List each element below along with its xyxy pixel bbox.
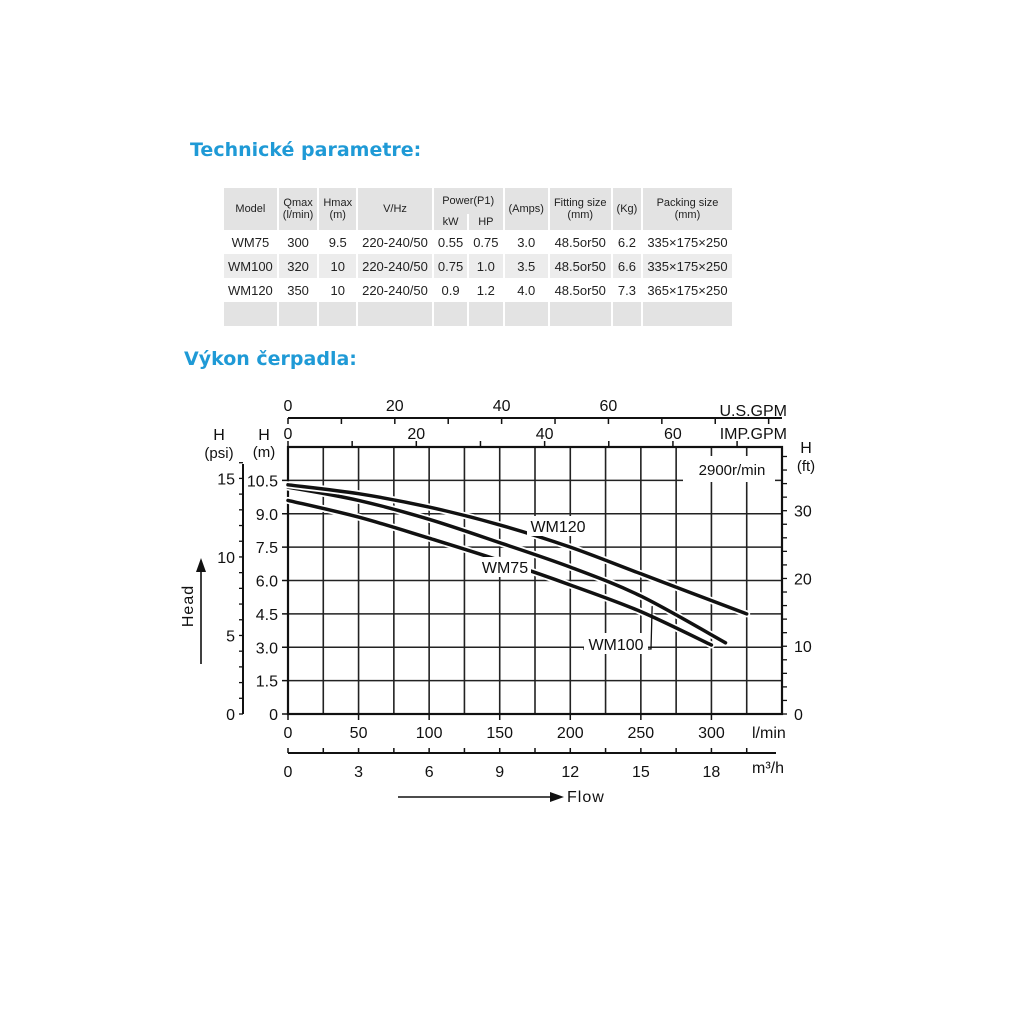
- cell-amps: 3.5: [505, 254, 548, 278]
- col-kw: kW: [434, 214, 467, 230]
- y-axis-title-ft: H: [800, 440, 812, 457]
- y-tick-label-psi: 10: [217, 549, 235, 567]
- y-axis-label: Head: [180, 584, 197, 628]
- cell-hmax: 10: [330, 282, 345, 298]
- speed-label: 2900r/min: [698, 462, 766, 479]
- head-arrow-icon: [196, 558, 206, 572]
- cell-packing: 365×175×250: [647, 282, 728, 298]
- cell-packing: 335×175×250: [643, 254, 731, 278]
- x-tick-label-lmin: 0: [283, 725, 293, 742]
- cell-hmax: 10: [319, 254, 356, 278]
- x-tick-label-impgpm: 0: [283, 426, 293, 443]
- cell-fitting: 48.5or50: [554, 234, 606, 250]
- cell-hp: 1.0: [469, 254, 502, 278]
- y-tick-label-ft: 30: [794, 503, 812, 521]
- cell-kg: 6.2: [617, 234, 636, 250]
- col-hmax-label: Hmax: [323, 197, 353, 209]
- y-tick-label-m: 4.5: [255, 606, 278, 624]
- cell-hp: 0.75: [473, 234, 499, 250]
- cell-hp: 1.2: [476, 282, 495, 298]
- col-packing-unit: (mm): [674, 209, 701, 221]
- x-tick-label-lmin: 100: [415, 725, 443, 742]
- y-tick-label-ft: 20: [794, 571, 812, 589]
- col-packing-label: Packing size: [656, 197, 719, 209]
- y-tick-label-m: 0: [269, 707, 278, 724]
- x-tick-label-m3h: 9: [495, 764, 505, 781]
- cell-amps: 4.0: [517, 282, 536, 298]
- pump-performance-heading: Výkon čerpadla:: [184, 348, 357, 370]
- col-model: Model: [224, 188, 277, 230]
- y-tick-label-m: 6.0: [255, 573, 278, 591]
- cell-packing: 335×175×250: [647, 234, 728, 250]
- y-tick-label-m: 9.0: [255, 506, 278, 524]
- y-tick-label-m: 1.5: [255, 673, 278, 691]
- x-axis-label: Flow: [567, 789, 605, 806]
- cell-kg: 7.3: [617, 282, 636, 298]
- col-amps: (Amps): [505, 188, 548, 230]
- col-fitting-label: Fitting size: [553, 197, 607, 209]
- col-kg: (Kg): [613, 188, 642, 230]
- x-tick-label-lmin: 300: [698, 725, 725, 742]
- col-vhz: V/Hz: [358, 188, 432, 230]
- y-tick-label-psi: 0: [226, 707, 235, 724]
- x-tick-label-m3h: 18: [702, 764, 721, 781]
- x-tick-label-usgpm: 60: [599, 398, 618, 415]
- x-tick-label-impgpm: 20: [407, 426, 426, 443]
- x-tick-label-usgpm: 20: [385, 398, 404, 415]
- x-tick-label-usgpm: 0: [283, 398, 293, 415]
- x-tick-label-impgpm: 40: [535, 426, 554, 443]
- y-tick-label-psi: 15: [217, 471, 235, 489]
- series-label-wm120: WM120: [530, 519, 586, 536]
- cell-qmax: 300: [287, 234, 309, 250]
- col-power: Power(P1): [434, 188, 503, 214]
- y-tick-label-ft: 0: [794, 707, 803, 724]
- cell-fitting: 48.5or50: [550, 254, 611, 278]
- series-label-wm75: WM75: [481, 560, 529, 577]
- cell-kw: 0.9: [441, 282, 460, 298]
- y-tick-label-psi: 5: [226, 628, 235, 646]
- x-tick-label-m3h: 12: [561, 764, 580, 781]
- y-unit-psi: (psi): [204, 445, 234, 462]
- cell-model: WM75: [231, 234, 270, 250]
- y-unit-ft: (ft): [796, 458, 816, 475]
- cell-kw: 0.55: [437, 234, 464, 250]
- cell-fitting: 48.5or50: [554, 282, 606, 298]
- flow-arrow-icon: [550, 792, 564, 802]
- y-unit-m: (m): [252, 444, 276, 461]
- series-label-wm100: WM100: [588, 637, 644, 654]
- cell-kw: 0.75: [434, 254, 467, 278]
- x-tick-label-lmin: 50: [349, 725, 368, 742]
- x-tick-label-m3h: 15: [631, 764, 650, 781]
- x-tick-label-lmin: 200: [556, 725, 584, 742]
- x-unit-impgpm: IMP.GPM: [719, 426, 787, 443]
- cell-amps: 3.0: [517, 234, 536, 250]
- cell-vhz: 220-240/50: [362, 234, 428, 250]
- x-tick-label-m3h: 3: [354, 764, 364, 781]
- y-axis-title-psi: H: [213, 427, 225, 444]
- x-tick-label-impgpm: 60: [664, 426, 682, 443]
- y-tick-label-m: 7.5: [255, 540, 278, 558]
- cell-model: WM100: [224, 254, 277, 278]
- col-qmax-unit: (l/min): [282, 209, 314, 221]
- col-fitting-unit: (mm): [567, 209, 594, 221]
- cell-kg: 6.6: [613, 254, 642, 278]
- technical-parameters-heading: Technické parametre:: [190, 139, 422, 161]
- y-tick-label-m: 3.0: [255, 640, 278, 658]
- x-tick-label-lmin: 150: [486, 725, 514, 742]
- col-hp: HP: [469, 214, 502, 230]
- col-hmax-unit: (m): [329, 209, 346, 221]
- y-axis-title-m: H: [258, 427, 270, 444]
- cell-qmax: 350: [287, 282, 309, 298]
- y-tick-label-m: 10.5: [246, 473, 278, 491]
- cell-hmax: 9.5: [328, 234, 347, 250]
- x-tick-label-m3h: 6: [424, 764, 434, 781]
- x-unit-lmin: l/min: [752, 725, 786, 742]
- x-tick-label-usgpm: 40: [492, 398, 511, 415]
- cell-model: WM120: [228, 282, 273, 298]
- cell-qmax: 320: [279, 254, 318, 278]
- x-unit-m3h: m³/h: [752, 760, 784, 777]
- y-tick-label-ft: 10: [794, 639, 812, 657]
- x-tick-label-m3h: 0: [283, 764, 293, 781]
- cell-vhz: 220-240/50: [358, 254, 432, 278]
- col-qmax-label: Qmax: [283, 197, 313, 209]
- cell-vhz: 220-240/50: [362, 282, 428, 298]
- x-tick-label-lmin: 250: [627, 725, 655, 742]
- x-unit-usgpm: U.S.GPM: [719, 403, 787, 420]
